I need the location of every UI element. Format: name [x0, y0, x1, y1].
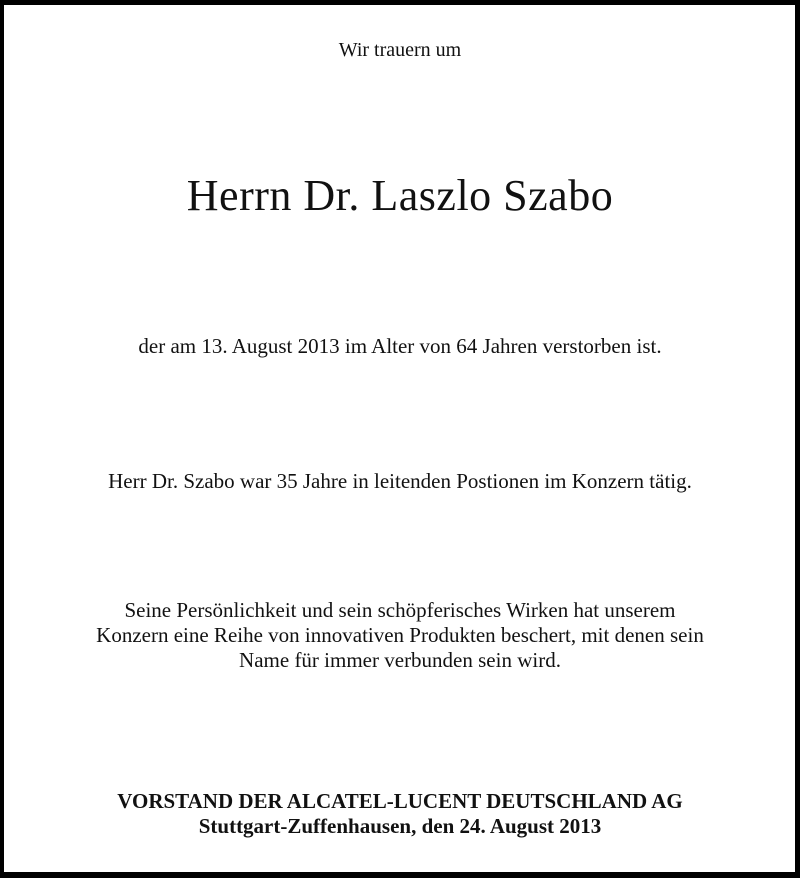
intro-text: Wir trauern um — [338, 39, 462, 61]
signer-organization: VORSTAND DER ALCATEL-LUCENT DEUTSCHLAND AG — [117, 789, 683, 813]
place-and-date: Stuttgart-Zuffenhausen, den 24. August 2013 — [198, 814, 602, 838]
deceased-name: Herrn Dr. Laszlo Szabo — [186, 171, 614, 220]
tribute-paragraph — [0, 598, 800, 673]
tribute-line: Seine Persönlichkeit und sein schöpferisches Wirken hat unserem — [124, 598, 676, 622]
career-statement: Herr Dr. Szabo war 35 Jahre in leitenden Postionen im Konzern tätig. — [108, 469, 692, 493]
tribute-line: Konzern eine Reihe von innovativen Produkten beschert, mit denen sein — [96, 623, 704, 647]
tribute-line: Name für immer verbunden sein wird. — [239, 648, 561, 672]
death-statement: der am 13. August 2013 im Alter von 64 Jahren verstorben ist. — [138, 334, 662, 358]
